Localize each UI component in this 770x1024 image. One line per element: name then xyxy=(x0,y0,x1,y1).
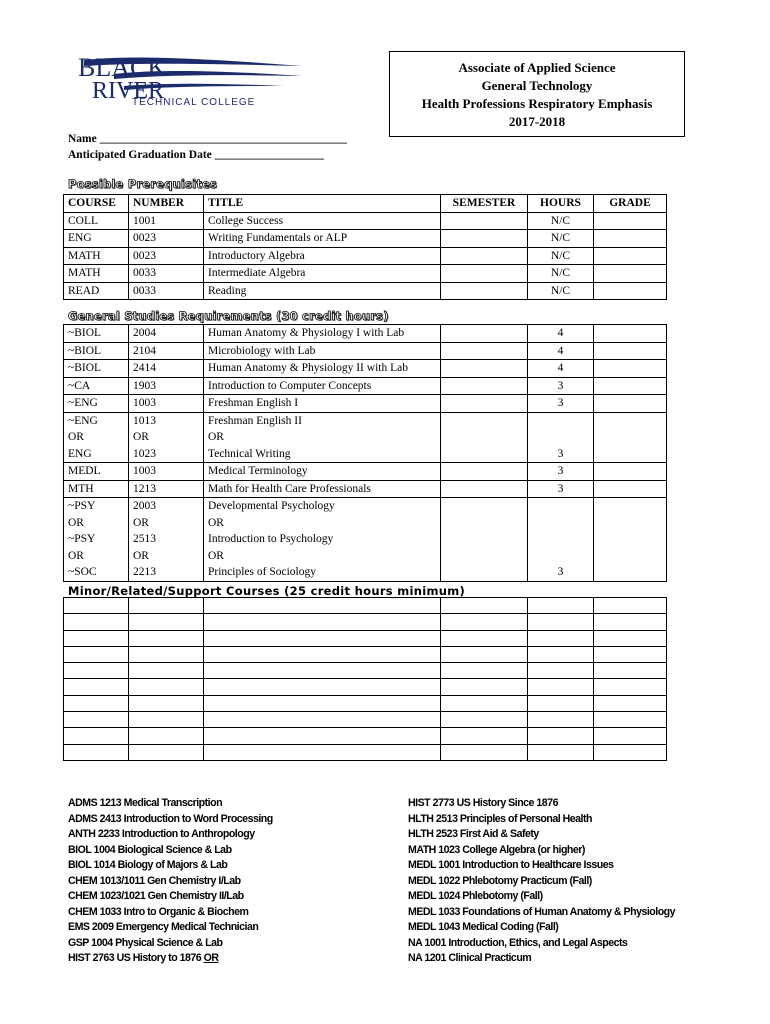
cell-number[interactable] xyxy=(129,598,204,614)
cell-hours: N/C xyxy=(528,282,594,300)
cell-line: 3 xyxy=(557,447,564,460)
cell-line: 2213 xyxy=(133,566,156,578)
cell-title xyxy=(204,498,441,582)
cell-hours[interactable] xyxy=(528,630,594,646)
column-header-grade: GRADE xyxy=(594,195,667,213)
prerequisites-header-row xyxy=(64,195,667,213)
cell-line xyxy=(532,429,589,446)
cell-number[interactable] xyxy=(129,663,204,679)
cell-number xyxy=(129,480,204,498)
table-row xyxy=(64,695,667,711)
cell-title[interactable] xyxy=(204,630,441,646)
cell-number xyxy=(129,463,204,481)
cell-semester[interactable] xyxy=(441,325,528,343)
cell-number xyxy=(129,498,204,582)
cell-grade[interactable] xyxy=(594,712,667,728)
cell-line: OR xyxy=(208,549,224,562)
cell-line: Microbiology with Lab xyxy=(208,344,316,357)
cell-number: 0023 xyxy=(129,230,204,248)
cell-hours[interactable] xyxy=(528,598,594,614)
cell-course[interactable] xyxy=(64,728,129,744)
table-row xyxy=(64,395,667,413)
cell-line: 3 xyxy=(557,379,564,392)
list-item: MEDL 1001 Introduction to Healthcare Issues xyxy=(408,859,614,871)
cell-title[interactable] xyxy=(204,663,441,679)
cell-grade[interactable] xyxy=(594,412,667,463)
list-item xyxy=(68,827,273,843)
list-item: HLTH 2523 First Aid & Safety xyxy=(408,828,539,840)
prerequisites-heading: Possible Prerequisites xyxy=(68,177,217,191)
cell-hours[interactable] xyxy=(528,663,594,679)
cell-line: ~SOC xyxy=(68,566,97,578)
cell-number[interactable] xyxy=(129,712,204,728)
or-label: OR xyxy=(203,952,219,964)
cell-title[interactable] xyxy=(204,744,441,760)
minor-courses-table xyxy=(63,597,667,761)
cell-line: 2414 xyxy=(133,362,156,374)
cell-title xyxy=(204,360,441,378)
cell-number[interactable] xyxy=(129,630,204,646)
cell-line: 2513 xyxy=(133,533,156,545)
cell-title xyxy=(204,412,441,463)
cell-semester[interactable] xyxy=(441,342,528,360)
cell-line: 4 xyxy=(557,327,564,339)
cell-course[interactable] xyxy=(64,679,129,695)
cell-hours xyxy=(528,342,594,360)
minor-courses-heading: Minor/Related/Support Courses (25 credit hours minimum) xyxy=(68,584,466,598)
cell-course xyxy=(64,480,129,498)
cell-number[interactable] xyxy=(129,614,204,630)
list-item-label: ADMS 2413 Introduction to Word Processing xyxy=(68,812,273,825)
cell-line: 3 xyxy=(557,482,564,495)
list-item-label: CHEM 1013/1011 Gen Chemistry I/Lab xyxy=(68,874,241,887)
cell-line: 4 xyxy=(557,362,564,374)
table-row xyxy=(64,212,667,230)
cell-grade[interactable] xyxy=(594,498,667,582)
cell-line: Developmental Psychology xyxy=(208,500,335,512)
list-item xyxy=(68,796,273,812)
elective-list-left xyxy=(68,796,273,967)
cell-number xyxy=(129,325,204,343)
cell-grade[interactable] xyxy=(594,614,667,630)
cell-line: 4 xyxy=(557,344,564,357)
cell-course xyxy=(64,395,129,413)
cell-line: ~CA xyxy=(68,379,91,392)
list-item xyxy=(68,874,273,890)
list-item-label: ANTH 2233 Introduction to Anthropology xyxy=(68,828,255,840)
college-logo xyxy=(74,52,310,108)
cell-title: Introductory Algebra xyxy=(204,247,441,265)
emphasis-title: Health Professions Respiratory Emphasis xyxy=(421,96,653,111)
cell-course: READ xyxy=(64,282,129,300)
cell-course[interactable] xyxy=(64,630,129,646)
list-item: MEDL 1024 Phlebotomy (Fall) xyxy=(408,890,543,902)
cell-number: 0033 xyxy=(129,265,204,283)
logo-college-text: TECHNICAL COLLEGE xyxy=(132,97,256,108)
general-studies-heading: General Studies Requirements (30 credit hours) xyxy=(68,309,389,323)
cell-course[interactable] xyxy=(64,663,129,679)
cell-grade[interactable] xyxy=(594,212,667,230)
cell-grade[interactable] xyxy=(594,663,667,679)
list-item: MEDL 1043 Medical Coding (Fall) xyxy=(408,921,559,933)
cell-line: Freshman English I xyxy=(208,397,299,409)
program-title-box xyxy=(389,51,685,137)
cell-line: OR xyxy=(68,431,84,443)
list-item: NA 1001 Introduction, Ethics, and Legal Aspects xyxy=(408,936,628,949)
cell-line: OR xyxy=(68,516,84,529)
cell-line: OR xyxy=(208,516,224,529)
cell-line xyxy=(532,498,589,515)
cell-grade[interactable] xyxy=(594,395,667,413)
cell-course[interactable] xyxy=(64,646,129,662)
cell-title xyxy=(204,480,441,498)
cell-line: 2004 xyxy=(133,327,156,339)
cell-number: 0033 xyxy=(129,282,204,300)
cell-line: OR xyxy=(208,431,224,443)
cell-line: 1003 xyxy=(133,397,156,409)
cell-hours: N/C xyxy=(528,230,594,248)
cell-title xyxy=(204,463,441,481)
cell-grade[interactable] xyxy=(594,630,667,646)
list-item-label: CHEM 1023/1021 Gen Chemistry II/Lab xyxy=(68,890,244,902)
cell-number xyxy=(129,342,204,360)
cell-grade[interactable] xyxy=(594,265,667,283)
cell-hours[interactable] xyxy=(528,695,594,711)
table-row xyxy=(64,342,667,360)
cell-number xyxy=(129,412,204,463)
list-item: NA 1201 Clinical Practicum xyxy=(408,952,532,964)
cell-number: 1001 xyxy=(129,212,204,230)
cell-hours xyxy=(528,325,594,343)
cell-line xyxy=(532,413,589,430)
table-row xyxy=(64,463,667,481)
cell-title: Reading xyxy=(204,282,441,300)
cell-line: OR xyxy=(133,516,149,529)
list-item: HIST 2773 US History Since 1876 xyxy=(408,797,558,809)
cell-line: 1023 xyxy=(133,447,156,460)
column-header-semester: SEMESTER xyxy=(441,195,528,213)
list-item-label: CHEM 1033 Intro to Organic & Biochem xyxy=(68,905,249,918)
cell-course[interactable] xyxy=(64,744,129,760)
table-row xyxy=(64,230,667,248)
cell-semester[interactable] xyxy=(441,630,528,646)
cell-semester[interactable] xyxy=(441,247,528,265)
cell-hours[interactable] xyxy=(528,679,594,695)
cell-hours xyxy=(528,463,594,481)
cell-line: OR xyxy=(133,549,149,562)
cell-course[interactable] xyxy=(64,598,129,614)
cell-number[interactable] xyxy=(129,695,204,711)
cell-title xyxy=(204,377,441,395)
cell-line: 1213 xyxy=(133,482,156,495)
cell-semester[interactable] xyxy=(441,412,528,463)
cell-semester[interactable] xyxy=(441,679,528,695)
list-item-label: GSP 1004 Physical Science & Lab xyxy=(68,936,223,949)
cell-title[interactable] xyxy=(204,646,441,662)
cell-grade[interactable] xyxy=(594,695,667,711)
table-row xyxy=(64,598,667,614)
table-row xyxy=(64,728,667,744)
cell-course: ENG xyxy=(64,230,129,248)
cell-line: Introduction to Psychology xyxy=(208,533,334,545)
cell-semester[interactable] xyxy=(441,360,528,378)
list-item: MATH 1023 College Algebra (or higher) xyxy=(408,843,585,856)
list-item: MEDL 1022 Phlebotomy Practicum (Fall) xyxy=(408,874,592,887)
cell-semester[interactable] xyxy=(441,265,528,283)
column-header-course: COURSE xyxy=(64,195,129,213)
cell-grade[interactable] xyxy=(594,342,667,360)
cell-number xyxy=(129,360,204,378)
cell-title[interactable] xyxy=(204,598,441,614)
cell-line: 3 xyxy=(557,566,564,578)
logo-black-text: BLACK xyxy=(78,53,167,82)
cell-grade[interactable] xyxy=(594,480,667,498)
cell-line: 1003 xyxy=(133,465,156,477)
cell-line: ~BIOL xyxy=(68,362,102,374)
cell-line: Principles of Sociology xyxy=(208,566,316,578)
cell-title xyxy=(204,395,441,413)
cell-grade[interactable] xyxy=(594,247,667,265)
list-item xyxy=(68,843,273,859)
cell-hours[interactable] xyxy=(528,728,594,744)
cell-hours[interactable] xyxy=(528,712,594,728)
cell-grade[interactable] xyxy=(594,728,667,744)
cell-line: 3 xyxy=(557,397,564,409)
cell-line: 1903 xyxy=(133,379,156,392)
cell-course xyxy=(64,377,129,395)
cell-grade[interactable] xyxy=(594,230,667,248)
cell-semester[interactable] xyxy=(441,598,528,614)
list-item xyxy=(68,951,273,967)
cell-semester[interactable] xyxy=(441,744,528,760)
cell-semester[interactable] xyxy=(441,230,528,248)
cell-title: Intermediate Algebra xyxy=(204,265,441,283)
table-row xyxy=(64,360,667,378)
cell-course xyxy=(64,325,129,343)
cell-grade[interactable] xyxy=(594,377,667,395)
cell-semester[interactable] xyxy=(441,646,528,662)
cell-number[interactable] xyxy=(129,679,204,695)
cell-line: ~BIOL xyxy=(68,327,102,339)
cell-course xyxy=(64,463,129,481)
cell-semester[interactable] xyxy=(441,463,528,481)
cell-title[interactable] xyxy=(204,614,441,630)
logo-river-text: RIVER xyxy=(92,78,164,104)
table-row xyxy=(64,325,667,343)
table-row xyxy=(64,498,667,582)
cell-line: MTH xyxy=(68,482,94,495)
table-row xyxy=(64,614,667,630)
cell-number[interactable] xyxy=(129,744,204,760)
table-row xyxy=(64,712,667,728)
cell-line xyxy=(532,515,589,532)
cell-grade[interactable] xyxy=(594,679,667,695)
cell-grade[interactable] xyxy=(594,463,667,481)
prerequisites-table xyxy=(63,194,667,300)
cell-line: 3 xyxy=(557,465,564,477)
table-row xyxy=(64,247,667,265)
cell-line: Medical Terminology xyxy=(208,465,308,477)
cell-line: OR xyxy=(68,549,84,562)
cell-line: 1013 xyxy=(133,414,156,427)
table-row xyxy=(64,663,667,679)
cell-line: ~PSY xyxy=(68,533,96,545)
list-item: MEDL 1033 Foundations of Human Anatomy & Physiology xyxy=(408,905,676,918)
list-item-label: HIST 2763 US History to 1876 xyxy=(68,952,202,964)
cell-grade[interactable] xyxy=(594,360,667,378)
cell-hours xyxy=(528,498,594,582)
table-row xyxy=(64,377,667,395)
cell-course[interactable] xyxy=(64,614,129,630)
student-name-field[interactable]: Name ___________________________________________ xyxy=(68,133,347,145)
column-header-number: NUMBER xyxy=(129,195,204,213)
cell-hours xyxy=(528,480,594,498)
table-row xyxy=(64,630,667,646)
table-row xyxy=(64,480,667,498)
cell-semester[interactable] xyxy=(441,377,528,395)
cell-title[interactable] xyxy=(204,679,441,695)
cell-line: OR xyxy=(133,431,149,443)
general-studies-table xyxy=(63,324,667,582)
cell-line: Math for Health Care Professionals xyxy=(208,482,371,495)
cell-hours xyxy=(528,377,594,395)
cell-hours[interactable] xyxy=(528,614,594,630)
cell-number: 0023 xyxy=(129,247,204,265)
cell-semester[interactable] xyxy=(441,498,528,582)
cell-title[interactable] xyxy=(204,728,441,744)
cell-course xyxy=(64,412,129,463)
cell-grade[interactable] xyxy=(594,282,667,300)
cell-line: Freshman English II xyxy=(208,414,302,427)
cell-grade[interactable] xyxy=(594,646,667,662)
table-row xyxy=(64,265,667,283)
cell-hours[interactable] xyxy=(528,744,594,760)
cell-course: MATH xyxy=(64,265,129,283)
cell-line: 2003 xyxy=(133,500,156,512)
cell-grade[interactable] xyxy=(594,325,667,343)
cell-title xyxy=(204,342,441,360)
list-item: HLTH 2513 Principles of Personal Health xyxy=(408,812,592,825)
cell-semester[interactable] xyxy=(441,282,528,300)
list-item xyxy=(68,936,273,952)
table-row xyxy=(64,744,667,760)
column-header-title: TITLE xyxy=(204,195,441,213)
cell-line: 2104 xyxy=(133,344,156,357)
cell-course xyxy=(64,342,129,360)
cell-hours[interactable] xyxy=(528,646,594,662)
degree-title: Associate of Applied Science xyxy=(458,60,616,75)
cell-line xyxy=(532,531,589,548)
cell-grade[interactable] xyxy=(594,744,667,760)
list-item-label: EMS 2009 Emergency Medical Technician xyxy=(68,921,259,933)
program-title: General Technology xyxy=(481,78,593,93)
list-item-label: BIOL 1014 Biology of Majors & Lab xyxy=(68,859,228,871)
cell-title[interactable] xyxy=(204,712,441,728)
cell-hours xyxy=(528,360,594,378)
cell-grade[interactable] xyxy=(594,598,667,614)
cell-semester[interactable] xyxy=(441,728,528,744)
cell-course xyxy=(64,498,129,582)
cell-title: College Success xyxy=(204,212,441,230)
cell-course: COLL xyxy=(64,212,129,230)
list-item xyxy=(68,920,273,936)
cell-semester[interactable] xyxy=(441,480,528,498)
cell-number[interactable] xyxy=(129,646,204,662)
graduation-date-field[interactable]: Anticipated Graduation Date ___________________ xyxy=(68,149,324,161)
cell-number xyxy=(129,395,204,413)
cell-title xyxy=(204,325,441,343)
cell-line: ~BIOL xyxy=(68,344,102,357)
table-row xyxy=(64,679,667,695)
list-item xyxy=(68,858,273,874)
cell-course[interactable] xyxy=(64,695,129,711)
table-row xyxy=(64,412,667,463)
list-item xyxy=(68,889,273,905)
cell-title[interactable] xyxy=(204,695,441,711)
cell-course[interactable] xyxy=(64,712,129,728)
list-item xyxy=(68,905,273,921)
cell-number[interactable] xyxy=(129,728,204,744)
cell-hours: N/C xyxy=(528,247,594,265)
catalog-year: 2017-2018 xyxy=(508,114,566,129)
cell-number xyxy=(129,377,204,395)
cell-course: MATH xyxy=(64,247,129,265)
cell-line: ENG xyxy=(68,447,92,460)
cell-line: Introduction to Computer Concepts xyxy=(208,379,372,392)
cell-hours xyxy=(528,412,594,463)
cell-line: MEDL xyxy=(68,465,101,477)
cell-line xyxy=(532,548,589,565)
cell-hours xyxy=(528,395,594,413)
list-item xyxy=(68,812,273,828)
cell-semester[interactable] xyxy=(441,614,528,630)
cell-semester[interactable] xyxy=(441,695,528,711)
cell-title: Writing Fundamentals or ALP xyxy=(204,230,441,248)
cell-line: ~ENG xyxy=(68,414,98,427)
cell-semester[interactable] xyxy=(441,663,528,679)
cell-line: Human Anatomy & Physiology II with Lab xyxy=(208,362,408,374)
cell-line: Human Anatomy & Physiology I with Lab xyxy=(208,327,405,339)
cell-hours: N/C xyxy=(528,212,594,230)
cell-line: ~PSY xyxy=(68,500,96,512)
cell-course xyxy=(64,360,129,378)
list-item-label: ADMS 1213 Medical Transcription xyxy=(68,797,223,809)
elective-list-right xyxy=(408,796,675,967)
table-row xyxy=(64,646,667,662)
table-row xyxy=(64,282,667,300)
cell-line: ~ENG xyxy=(68,397,98,409)
cell-line: Technical Writing xyxy=(208,447,291,460)
list-item-label: BIOL 1004 Biological Science & Lab xyxy=(68,843,232,856)
cell-hours: N/C xyxy=(528,265,594,283)
column-header-hours: HOURS xyxy=(528,195,594,213)
cell-semester[interactable] xyxy=(441,212,528,230)
cell-semester[interactable] xyxy=(441,712,528,728)
cell-semester[interactable] xyxy=(441,395,528,413)
